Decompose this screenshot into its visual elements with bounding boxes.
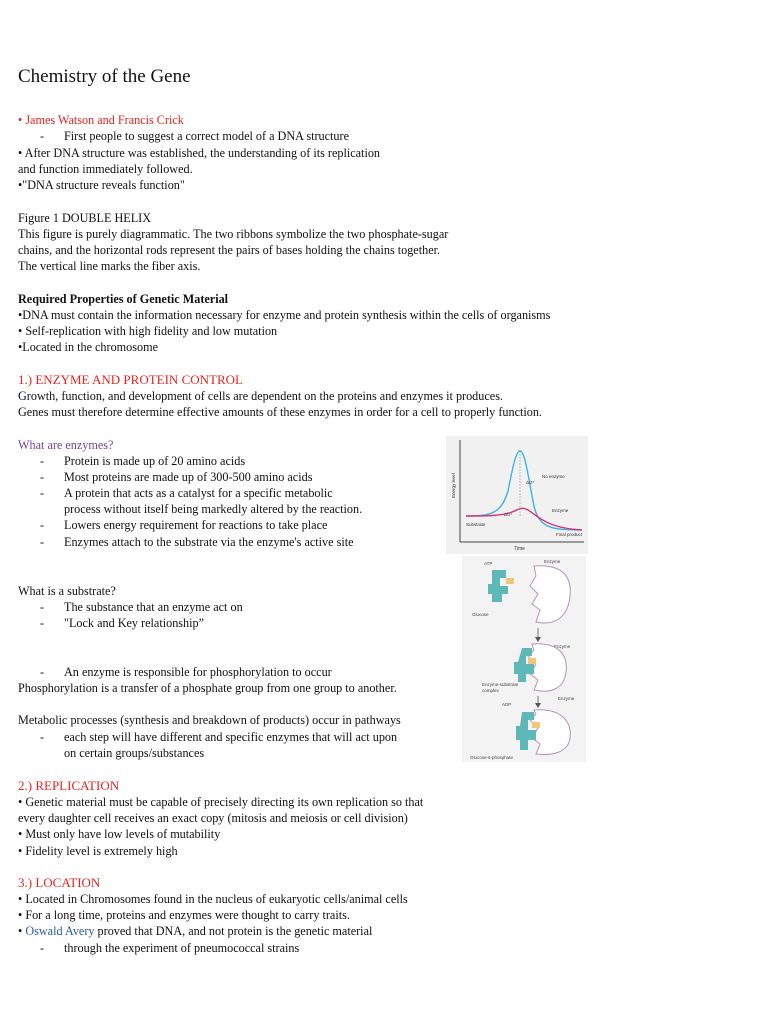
section3-line-2: • For a long time, proteins and enzymes were thought to carry traits.: [18, 908, 350, 922]
pneumococcal-item: - through the experiment of pneumococcal strains: [40, 941, 300, 955]
enzyme-item-text: Lowers energy requirement for reactions to take place: [64, 518, 328, 532]
atp-label: ATP: [484, 561, 493, 566]
section2-line-4: • Fidelity level is extremely high: [18, 844, 178, 858]
section3-line-3-rest: proved that DNA, and not protein is the genetic material: [94, 924, 373, 938]
substrate-item-1: - The substance that an enzyme act on: [40, 600, 243, 614]
enzyme-item-5: - Enzymes attach to the substrate via the enzyme's active site: [40, 535, 354, 549]
adp-label: ADP: [502, 702, 512, 707]
substrate-label: Substrate: [466, 522, 486, 527]
complex-label-2: complex: [482, 688, 499, 693]
section1-line-2: Genes must therefore determine effective amounts of these enzymes in order for a cell to properly function.: [18, 405, 542, 419]
x-axis-label: Time: [514, 546, 525, 552]
figure1-line-2: chains, and the horizontal rods represent the pairs of bases holding the chains together.: [18, 243, 441, 257]
after-dna-line-2: and function immediately followed.: [18, 162, 193, 176]
enzyme-item-text: Enzymes attach to the substrate via the enzyme's active site: [64, 535, 354, 549]
after-dna-line-1: • After DNA structure was established, the understanding of its replication: [18, 146, 381, 160]
section2-line-2: every daughter cell receives an exact copy (mitosis and meiosis or cell division): [18, 811, 408, 825]
enzyme-item-text: Most proteins are made up of 300-500 amino acids: [64, 470, 313, 484]
section3-line-3: [18, 923, 372, 939]
enzyme-item-2: - Most proteins are made up of 300-500 amino acids: [40, 470, 313, 484]
section1-heading: 1.) ENZYME AND PROTEIN CONTROL: [18, 372, 243, 387]
enzyme-item-text: A protein that acts as a catalyst for a specific metabolic: [64, 486, 333, 500]
figure1-heading: Figure 1 DOUBLE HELIX: [18, 211, 152, 225]
energy-graph-figure: [446, 436, 588, 554]
enzyme-item-3: - A protein that acts as a catalyst for a specific metabolic: [40, 486, 333, 500]
pathway-item: - each step will have different and specific enzymes that will act upon: [40, 730, 398, 744]
enzyme-top-label: Enzyme: [544, 559, 561, 564]
first-people-text: First people to suggest a correct model of a DNA structure: [64, 129, 349, 143]
substrate-item-text: "Lock and Key relationship”: [64, 616, 205, 630]
enzyme-bottom-label: Enzyme: [558, 696, 575, 701]
glucose-label: Glucose: [472, 612, 489, 617]
required-item-1: •DNA must contain the information necessary for enzyme and protein synthesis within the cells of organisms: [18, 308, 551, 322]
product-label: Glucose-6-phosphate: [470, 755, 514, 760]
enzyme-item-text: Protein is made up of 20 amino acids: [64, 454, 246, 468]
oswald-avery-name: Oswald Avery: [25, 924, 95, 938]
section1-line-1: Growth, function, and development of cells are dependent on the proteins and enzymes it produces.: [18, 389, 503, 403]
phosphate-bottom: [532, 722, 540, 728]
no-enzyme-label: No enzyme: [542, 474, 565, 479]
substrate-heading: What is a substrate?: [18, 584, 116, 598]
enzyme-mid-label: Enzyme: [554, 644, 571, 649]
watson-crick-line: • James Watson and Francis Crick: [18, 113, 184, 127]
page-title: Chemistry of the Gene: [18, 66, 191, 87]
phosphate-mid: [528, 658, 536, 664]
quote-line: •"DNA structure reveals function": [18, 178, 185, 192]
final-product-label: Final product: [556, 532, 583, 537]
enzyme-item-1: - Protein is made up of 20 amino acids: [40, 454, 246, 468]
section3-line-1: • Located in Chromosomes found in the nucleus of eukaryotic cells/animal cells: [18, 892, 408, 906]
section3-heading: 3.) LOCATION: [18, 875, 101, 890]
section2-heading: 2.) REPLICATION: [18, 778, 120, 793]
delta-g-label-2: ΔG*: [504, 512, 513, 517]
required-item-2: • Self-replication with high fidelity and low mutation: [18, 324, 278, 338]
pneumococcal-item-text: through the experiment of pneumococcal strains: [64, 941, 300, 955]
figure1-line-1: This figure is purely diagrammatic. The two ribbons symbolize the two phosphate-sugar: [18, 227, 449, 241]
first-people-item: - First people to suggest a correct model of a DNA structure: [40, 129, 349, 143]
enzyme-item-3-cont: process without itself being markedly altered by the reaction.: [64, 502, 363, 516]
enzyme-item-4: - Lowers energy requirement for reactions to take place: [40, 518, 328, 532]
enzyme-substrate-diagram: [462, 556, 586, 762]
required-item-3: •Located in the chromosome: [18, 340, 158, 354]
pathway-item-text: each step will have different and specific enzymes that will act upon: [64, 730, 398, 744]
delta-g-label-1: ΔG*: [526, 480, 535, 485]
phosphorylation-item-text: An enzyme is responsible for phosphorylation to occur: [64, 665, 332, 679]
section2-line-3: • Must only have low levels of mutability: [18, 827, 221, 841]
substrate-item-text: The substance that an enzyme act on: [64, 600, 243, 614]
figure1-line-3: The vertical line marks the fiber axis.: [18, 259, 201, 273]
phosphate-top: [506, 578, 514, 584]
enzymes-heading: What are enzymes?: [18, 438, 114, 452]
pathway-item-cont: on certain groups/substances: [64, 746, 205, 760]
y-axis-label: Energy level: [451, 473, 456, 498]
complex-label-1: Enzyme-substrate: [482, 682, 519, 687]
substrate-item-2: - "Lock and Key relationship”: [40, 616, 205, 630]
phosphorylation-item: - An enzyme is responsible for phosphorylation to occur: [40, 665, 332, 679]
metabolic-line: Metabolic processes (synthesis and breakdown of products) occur in pathways: [18, 713, 401, 727]
required-heading: Required Properties of Genetic Material: [18, 292, 229, 306]
enzyme-label: Enzyme: [552, 508, 569, 513]
section2-line-1: • Genetic material must be capable of precisely directing its own replication so that: [18, 795, 424, 809]
bullet: •: [18, 924, 26, 938]
phosphorylation-def: Phosphorylation is a transfer of a phosphate group from one group to another.: [18, 681, 397, 695]
